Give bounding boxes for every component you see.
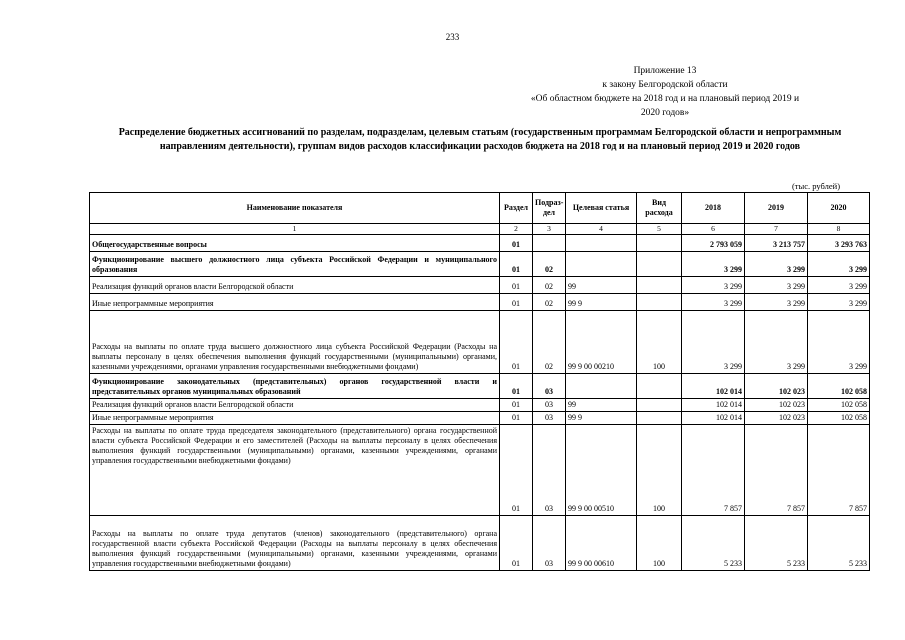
- row-2018: 2 793 059: [682, 235, 745, 252]
- row-2020: 3 299: [808, 311, 870, 374]
- row-target: [566, 374, 637, 399]
- row-section: 01: [500, 294, 533, 311]
- row-target: 99: [566, 277, 637, 294]
- row-kind: [637, 399, 682, 412]
- appendix-line-2: к закону Белгородской области: [602, 80, 728, 90]
- row-section: 01: [500, 374, 533, 399]
- row-kind: [637, 277, 682, 294]
- table-header-row: [90, 193, 870, 224]
- row-subsection: 02: [533, 294, 566, 311]
- row-2019: 7 857: [745, 425, 808, 516]
- row-target: [566, 235, 637, 252]
- row-2018: 3 299: [682, 277, 745, 294]
- row-subsection: 03: [533, 425, 566, 516]
- header-target: Целевая статья: [566, 193, 637, 224]
- table-row: [90, 412, 870, 425]
- col-number: 8: [808, 224, 870, 235]
- appendix-block: [500, 64, 830, 120]
- row-name: Общегосударственные вопросы: [90, 235, 500, 252]
- row-section: 01: [500, 412, 533, 425]
- header-kind: Вид расхода: [637, 193, 682, 224]
- header-2020: 2020: [808, 193, 870, 224]
- row-2019: 3 299: [745, 277, 808, 294]
- header-2019: 2019: [745, 193, 808, 224]
- row-section: 01: [500, 399, 533, 412]
- row-2020: 102 058: [808, 399, 870, 412]
- col-number: 7: [745, 224, 808, 235]
- row-name: Иные непрограммные мероприятия: [90, 294, 500, 311]
- row-2018: 5 233: [682, 516, 745, 571]
- row-target: 99 9: [566, 294, 637, 311]
- column-number-row: [90, 224, 870, 235]
- header-name: Наименование показателя: [90, 193, 500, 224]
- row-name: Расходы на выплаты по оплате труда председателя законодательного (представительного) органа государственной власти субъекта Российской Федерации и его заместителей (Расходы на выплаты персоналу в целях обеспечения выполнения функций государственными (муниципальными) органами, казенными учреждениями, органами управления государственными внебюджетными фондами): [90, 425, 500, 516]
- row-2020: 7 857: [808, 425, 870, 516]
- row-name: Реализация функций органов власти Белгородской области: [90, 399, 500, 412]
- row-2020: 3 299: [808, 252, 870, 277]
- row-subsection: [533, 235, 566, 252]
- table-row: [90, 399, 870, 412]
- table-row: [90, 235, 870, 252]
- row-name: Расходы на выплаты по оплате труда депутатов (членов) законодательного (представительного) органа государственной власти субъекта Российской Федерации (Расходы на выплаты персоналу в целях обеспечения выполнения функций государственными (муниципальными) органами, казенными учреждениями, органами управления государственными внебюджетными фондами): [90, 516, 500, 571]
- row-subsection: 02: [533, 252, 566, 277]
- row-name: Реализация функций органов власти Белгородской области: [90, 277, 500, 294]
- row-2019: 102 023: [745, 412, 808, 425]
- col-number: 4: [566, 224, 637, 235]
- row-kind: [637, 235, 682, 252]
- row-2019: 3 299: [745, 252, 808, 277]
- row-name: Функционирование высшего должностного лица субъекта Российской Федерации и муниципального образования: [90, 252, 500, 277]
- document-title: Распределение бюджетных ассигнований по разделам, подразделам, целевым статьям (государственным программам Белгородской области и непрограммным направлениям деятельности), группам видов расходов классификации расходов бюджета на 2018 год и на плановый период 2019 и 2020 годов: [118, 127, 842, 152]
- row-2020: 3 299: [808, 277, 870, 294]
- row-section: 01: [500, 311, 533, 374]
- row-subsection: 02: [533, 311, 566, 374]
- row-kind: 100: [637, 311, 682, 374]
- header-2018: 2018: [682, 193, 745, 224]
- table-row: [90, 311, 870, 374]
- header-section: Раздел: [500, 193, 533, 224]
- row-2020: 102 058: [808, 374, 870, 399]
- row-section: 01: [500, 516, 533, 571]
- row-kind: [637, 374, 682, 399]
- row-section: 01: [500, 252, 533, 277]
- row-2019: 3 299: [745, 294, 808, 311]
- header-subsection: Подраз- дел: [533, 193, 566, 224]
- row-name: Иные непрограммные мероприятия: [90, 412, 500, 425]
- col-number: 3: [533, 224, 566, 235]
- row-section: 01: [500, 235, 533, 252]
- row-2020: 3 293 763: [808, 235, 870, 252]
- page-number: 233: [445, 32, 460, 42]
- row-2019: 102 023: [745, 399, 808, 412]
- col-number: 2: [500, 224, 533, 235]
- col-number: 5: [637, 224, 682, 235]
- row-2018: 102 014: [682, 374, 745, 399]
- row-2020: 3 299: [808, 294, 870, 311]
- row-2018: 102 014: [682, 399, 745, 412]
- table-row: [90, 425, 870, 516]
- row-kind: [637, 294, 682, 311]
- row-kind: [637, 412, 682, 425]
- col-number: 1: [90, 224, 500, 235]
- row-target: 99 9 00 00510: [566, 425, 637, 516]
- row-name: Функционирование законодательных (представительных) органов государственной власти и представительных органов муниципальных образований: [90, 374, 500, 399]
- appendix-line-3: «Об областном бюджете на 2018 год и на плановый период 2019 и: [530, 94, 800, 104]
- row-subsection: 03: [533, 374, 566, 399]
- row-2020: 102 058: [808, 412, 870, 425]
- row-2019: 5 233: [745, 516, 808, 571]
- table-row: [90, 252, 870, 277]
- row-target: 99 9 00 00210: [566, 311, 637, 374]
- row-kind: 100: [637, 516, 682, 571]
- table-row: [90, 374, 870, 399]
- row-name: Расходы на выплаты по оплате труда высшего должностного лица субъекта Российской Федерации (Расходы на выплаты персоналу в целях обеспечения выполнения функций государственными (муниципальными) органами, казенными учреждениями, органами управления государственными внебюджетными фондами): [90, 311, 500, 374]
- row-subsection: 03: [533, 399, 566, 412]
- table-row: [90, 277, 870, 294]
- row-2019: 3 299: [745, 311, 808, 374]
- row-target: [566, 252, 637, 277]
- appendix-line-1: Приложение 13: [633, 66, 697, 76]
- row-kind: [637, 252, 682, 277]
- row-section: 01: [500, 277, 533, 294]
- units-label: (тыс. рублей): [791, 181, 841, 191]
- row-subsection: 02: [533, 277, 566, 294]
- row-2018: 3 299: [682, 252, 745, 277]
- row-2020: 5 233: [808, 516, 870, 571]
- row-target: 99: [566, 399, 637, 412]
- appendix-line-4: 2020 годов»: [640, 108, 690, 118]
- row-kind: 100: [637, 425, 682, 516]
- budget-table: [89, 192, 870, 571]
- row-2018: 3 299: [682, 294, 745, 311]
- row-section: 01: [500, 425, 533, 516]
- row-subsection: 03: [533, 516, 566, 571]
- row-2018: 7 857: [682, 425, 745, 516]
- row-2018: 102 014: [682, 412, 745, 425]
- table-row: [90, 294, 870, 311]
- row-target: 99 9: [566, 412, 637, 425]
- row-target: 99 9 00 00610: [566, 516, 637, 571]
- row-2018: 3 299: [682, 311, 745, 374]
- col-number: 6: [682, 224, 745, 235]
- row-2019: 3 213 757: [745, 235, 808, 252]
- row-2019: 102 023: [745, 374, 808, 399]
- table-row: [90, 516, 870, 571]
- row-subsection: 03: [533, 412, 566, 425]
